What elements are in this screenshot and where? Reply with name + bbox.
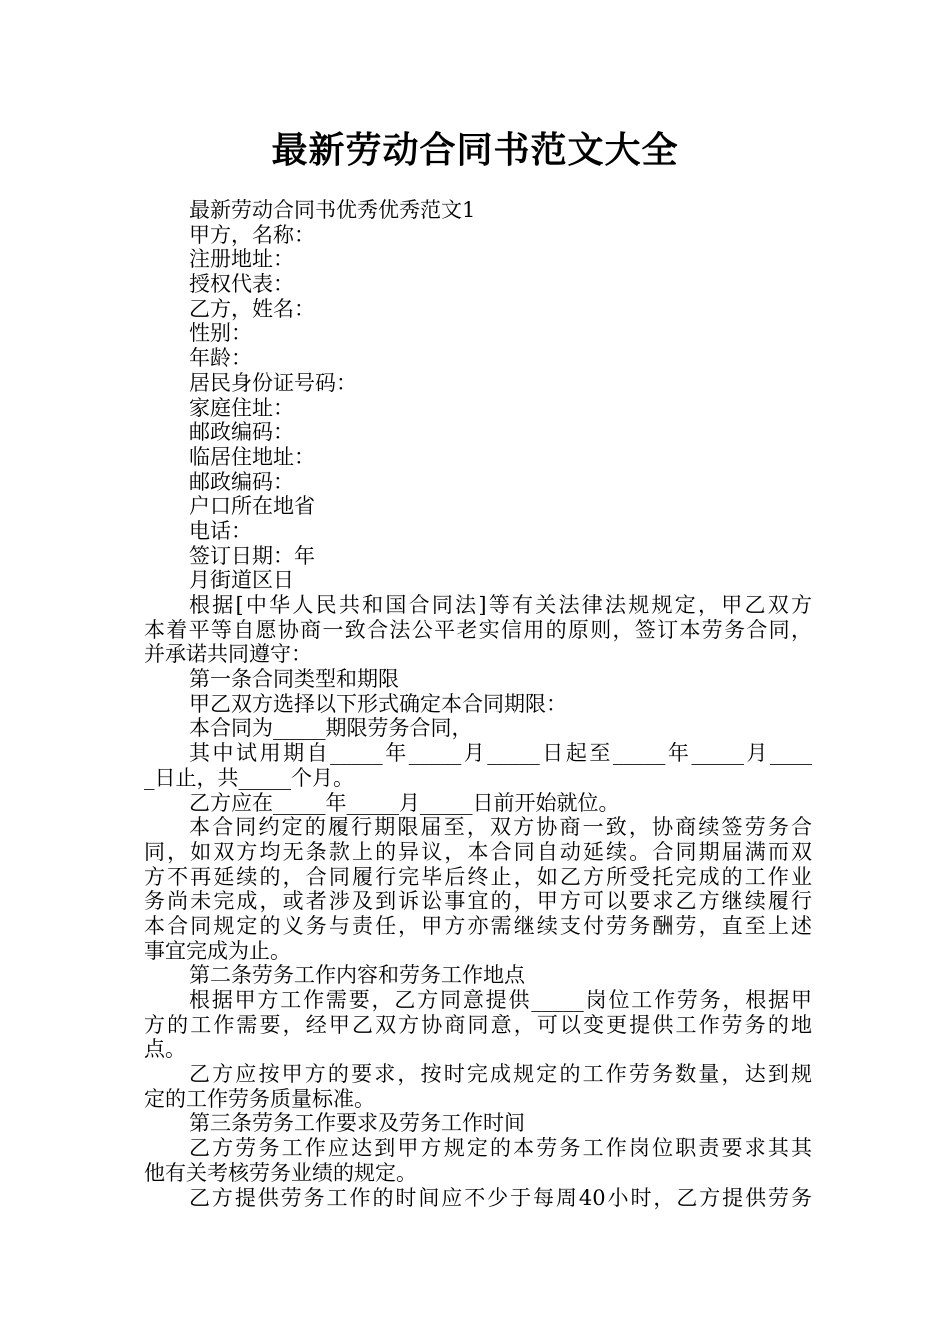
text-line: 事宜完成为止。 [144, 938, 291, 963]
text-line: 乙方，姓名： [189, 296, 315, 321]
text-line: 他有关考核劳务业绩的规定。 [144, 1160, 417, 1185]
text-line: 乙方应在_____年_____月_____日前开始就位。 [189, 790, 620, 815]
text-line: _日止，共_____个月。 [144, 765, 354, 790]
text-line: 邮政编码： [189, 469, 294, 494]
text-line: 注册地址： [189, 247, 294, 272]
text-line: 乙方劳务工作应达到甲方规定的本劳务工作岗位职责要求其其 [189, 1136, 812, 1161]
text-line: 本合同规定的义务与责任，甲方亦需继续支付劳务酬劳，直至上述 [144, 913, 812, 938]
text-line: 最新劳动合同书优秀优秀范文1 [189, 198, 476, 222]
text-line: 第三条劳务工作要求及劳务工作时间 [189, 1111, 525, 1136]
text-line: 家庭住址： [189, 395, 294, 420]
text-line: 居民身份证号码： [189, 370, 357, 395]
text-line: 乙方应按甲方的要求，按时完成规定的工作劳务数量，达到规 [189, 1062, 812, 1087]
text-line: 授权代表： [189, 272, 294, 297]
text-line: 邮政编码： [189, 420, 294, 445]
text-line: 临居住地址： [189, 444, 315, 469]
text-line: 年龄： [189, 346, 252, 371]
text-line: 户口所在地省 [189, 494, 315, 519]
text-line: 第一条合同类型和期限 [189, 667, 399, 692]
text-line: 第二条劳务工作内容和劳务工作地点 [189, 963, 525, 988]
text-line: 方的工作需要，经甲乙双方协商同意，可以变更提供工作劳务的地 [144, 1012, 812, 1037]
text-line: 其中试用期自_____年_____月_____日起至_____年_____月____ [189, 741, 812, 766]
text-line: 性别： [189, 321, 252, 346]
text-line: 根据甲方工作需要，乙方同意提供_____岗位工作劳务，根据甲 [189, 988, 812, 1012]
text-line: 电话： [189, 518, 252, 543]
text-line: 本合同为_____期限劳务合同， [189, 716, 473, 741]
document-title: 最新劳动合同书范文大全 [271, 130, 679, 171]
text-line: 定的工作劳务质量标准。 [144, 1086, 375, 1111]
text-line: 务尚未完成，或者涉及到诉讼事宜的，甲方可以要求乙方继续履行 [144, 889, 812, 914]
text-line: 根据[中华人民共和国合同法]等有关法律法规规定，甲乙双方 [189, 593, 812, 617]
text-line: 签订日期：年 [189, 543, 315, 568]
text-line: 同，如双方均无条款上的异议，本合同自动延续。合同期届满而双 [144, 839, 812, 864]
document-body [144, 198, 812, 1210]
text-line: 并承诺共同遵守： [144, 642, 312, 667]
text-line: 甲方，名称： [189, 222, 315, 247]
text-line: 月街道区日 [189, 568, 294, 593]
text-line: 点。 [144, 1037, 186, 1062]
text-line: 乙方提供劳务工作的时间应不少于每周40小时，乙方提供劳务 [189, 1185, 812, 1210]
text-line: 本合同约定的履行期限届至，双方协商一致，协商续签劳务合 [189, 815, 812, 840]
text-line: 甲乙双方选择以下形式确定本合同期限： [189, 691, 567, 716]
text-line: 方不再延续的，合同履行完毕后终止，如乙方所受托完成的工作业 [144, 864, 812, 889]
text-line: 本着平等自愿协商一致合法公平老实信用的原则，签订本劳务合同， [144, 617, 812, 642]
